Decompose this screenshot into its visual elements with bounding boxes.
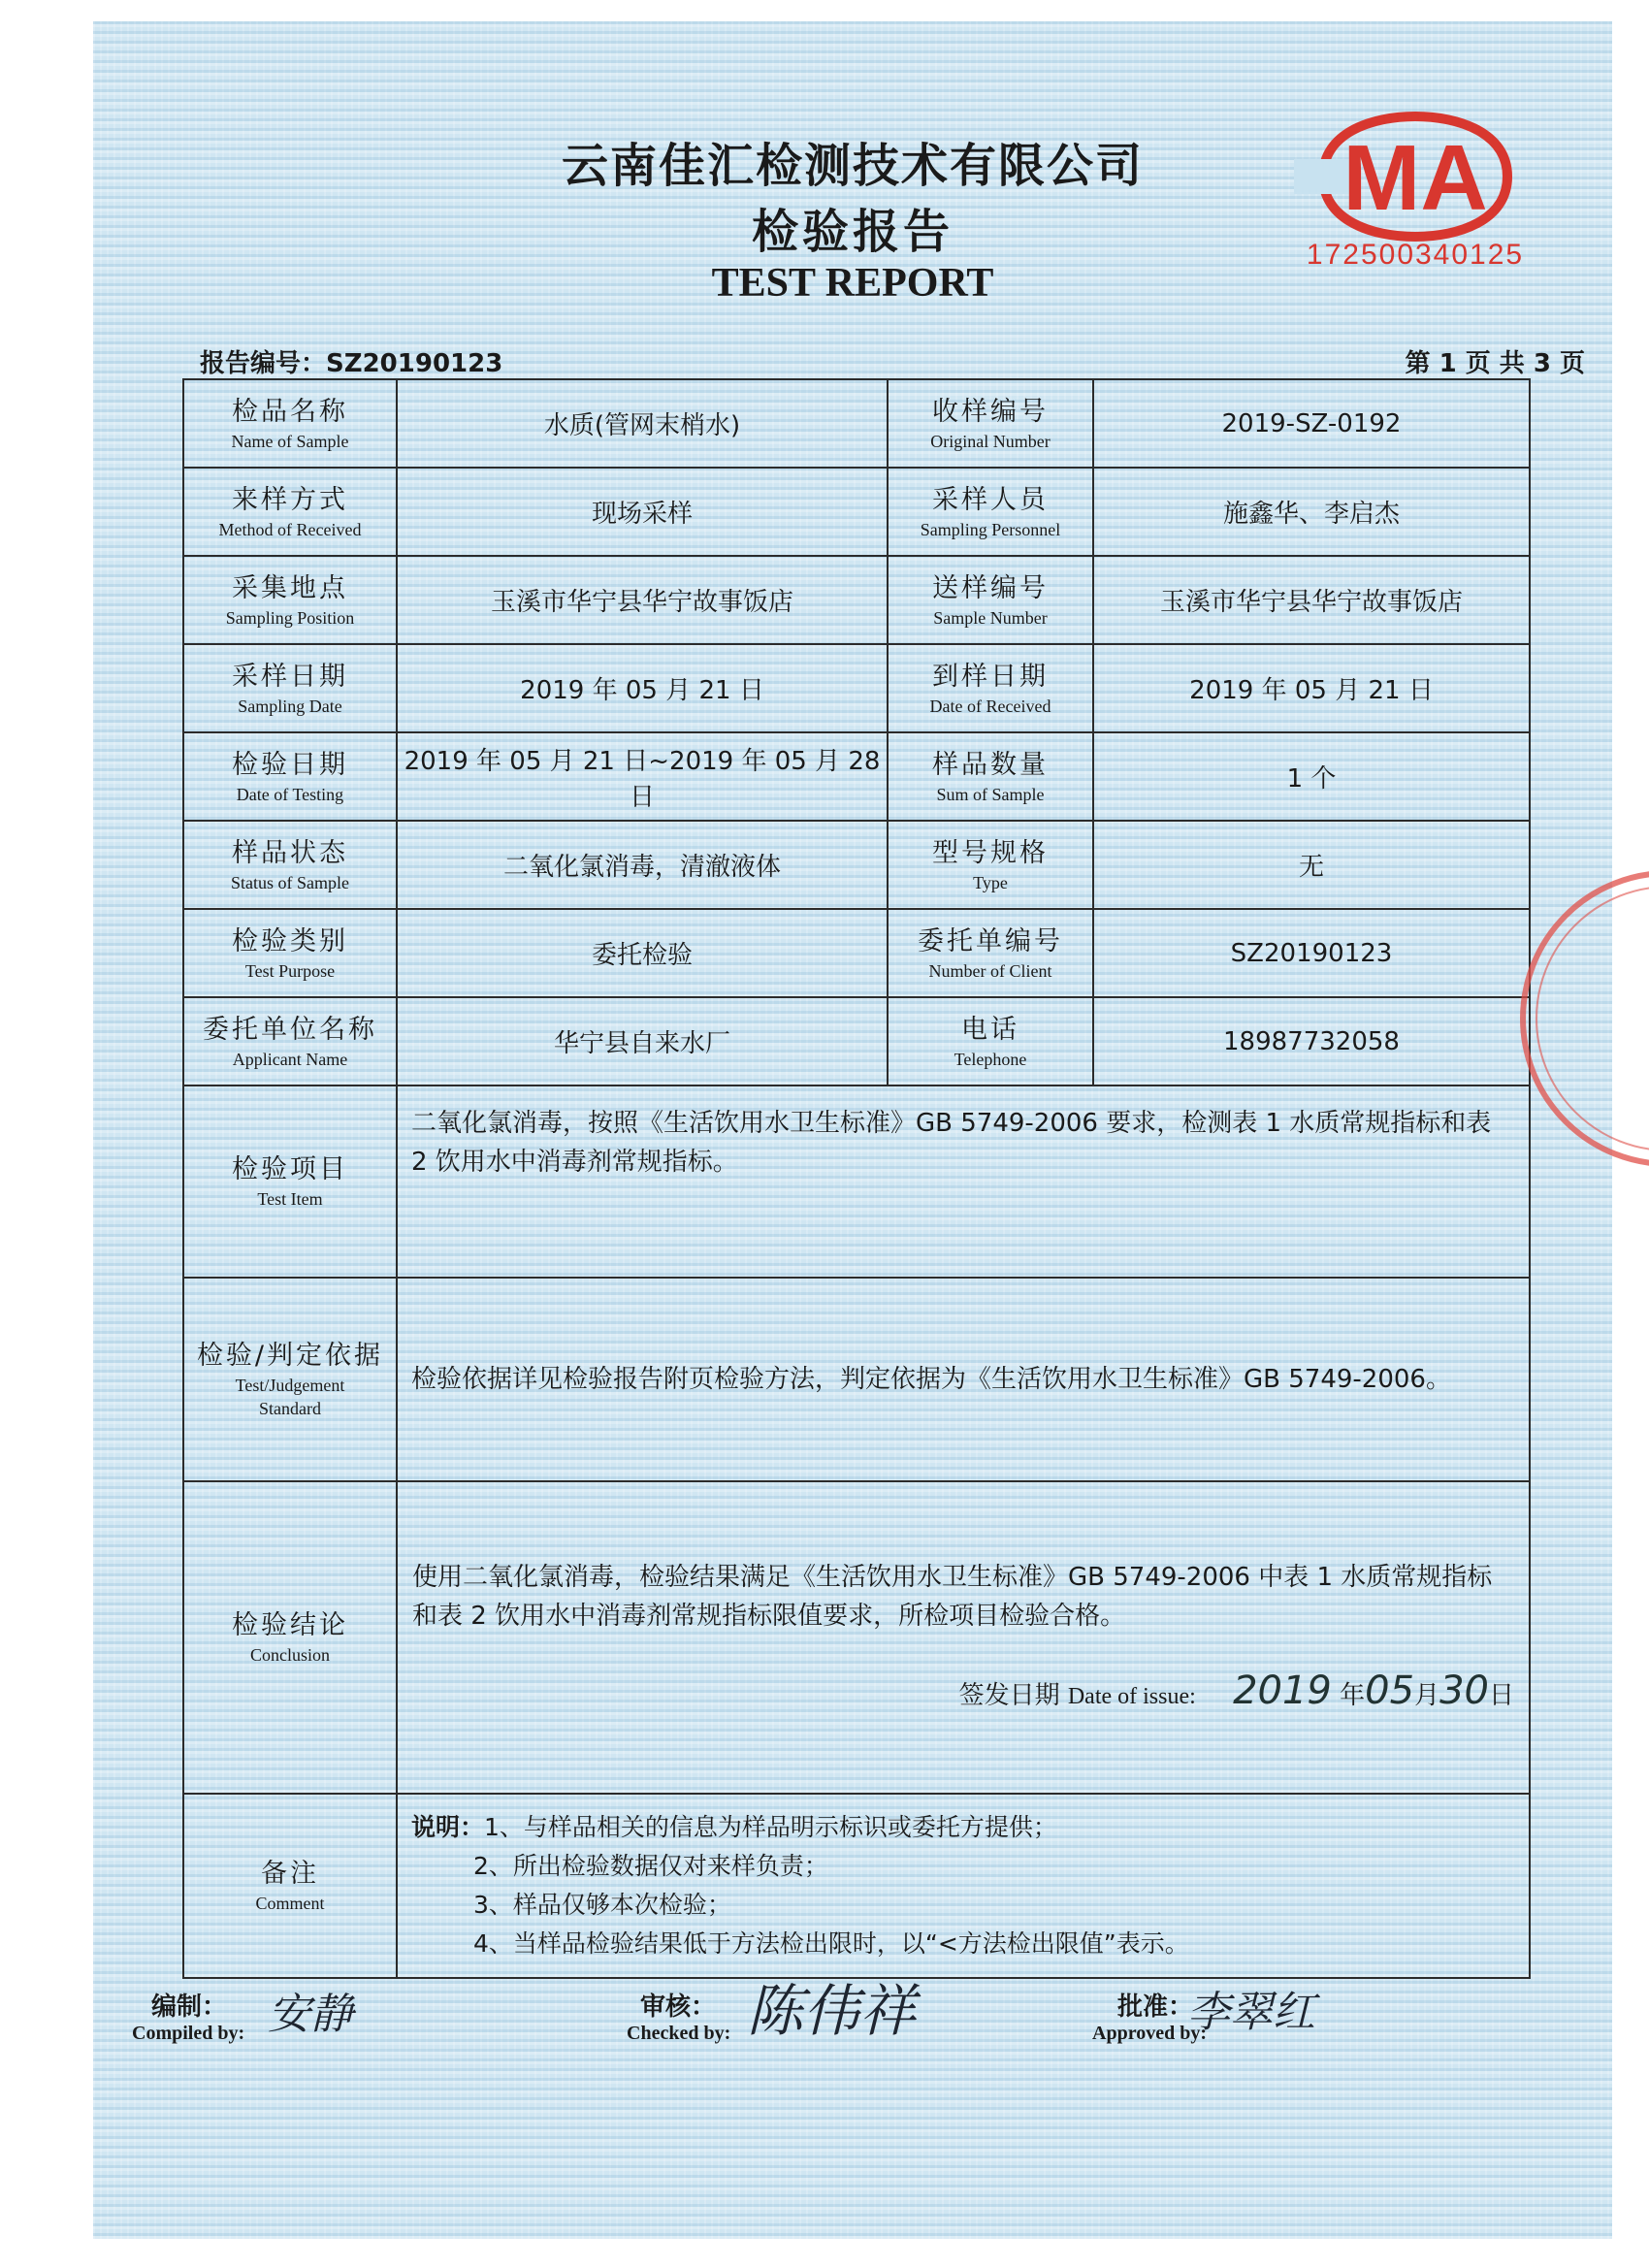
comment-item: 1、与样品相关的信息为样品明示标识或委托方提供； [484, 1813, 1057, 1841]
field-value: 玉溪市华宁县华宁故事饭店 [1093, 556, 1530, 644]
report-number [200, 343, 502, 379]
cma-mark-icon [1294, 109, 1536, 244]
issue-month: 05 [1365, 1669, 1415, 1713]
field-label-en: Status of Sample [231, 872, 349, 892]
field-label [183, 909, 397, 997]
field-label-en: Type [973, 872, 1008, 892]
field-value: 华宁县自来水厂 [397, 997, 888, 1085]
report-number-value: SZ20190123 [326, 349, 503, 378]
field-value: 施鑫华、李启杰 [1093, 468, 1530, 556]
field-label-cn: 检验日期 [232, 749, 348, 780]
checked-by-label-cn: 审核： [640, 1993, 717, 2022]
field-value: 现场采样 [397, 468, 888, 556]
checked-by-label-en: Checked by: [627, 2023, 731, 2044]
field-value: 二氧化氯消毒，清澈液体 [397, 821, 888, 909]
field-value: 水质(管网末梢水) [397, 379, 888, 468]
test-item-label: 检验项目 Test Item [183, 1085, 397, 1278]
field-label-en: Date of Received [929, 696, 1051, 716]
conclusion-row [183, 1481, 1530, 1794]
field-label-en: Sum of Sample [936, 784, 1045, 804]
company-seal-icon [1474, 854, 1649, 1183]
field-label [183, 468, 397, 556]
field-label-cn: 型号规格 [932, 837, 1049, 868]
field-label-en: Original Number [930, 431, 1051, 451]
field-label [888, 556, 1093, 644]
compiled-by-label-cn: 编制： [151, 1993, 228, 2022]
field-value: 18987732058 [1093, 997, 1530, 1085]
field-label-cn: 采样人员 [932, 484, 1049, 515]
conclusion-text: 使用二氧化氯消毒，检验结果满足《生活饮用水卫生标准》GB 5749-2006 中表 1 水质常规指标和表 2 饮用水中消毒剂常规指标限值要求，所检项目检验合格。 [412, 1563, 1493, 1631]
page-info: 第 1 页 共 3 页 [1405, 349, 1585, 378]
info-row [183, 997, 1530, 1085]
compiled-signature: 安静 [268, 1990, 353, 2039]
issue-year: 2019 [1233, 1669, 1332, 1713]
field-label [888, 468, 1093, 556]
field-label-cn: 采集地点 [232, 572, 348, 603]
field-label-cn: 检品名称 [232, 396, 348, 427]
standard-row [183, 1278, 1530, 1481]
approved-by-label-en: Approved by: [1092, 2023, 1207, 2044]
field-label-en: Method of Received [218, 519, 362, 539]
field-value: SZ20190123 [1093, 909, 1530, 997]
field-value: 无 [1093, 821, 1530, 909]
field-label-en: Test Purpose [244, 960, 336, 981]
field-label [888, 997, 1093, 1085]
info-row [183, 821, 1530, 909]
conclusion-label: 检验结论 Conclusion [183, 1481, 397, 1794]
issue-day-suffix: 日 [1488, 1681, 1514, 1710]
standard-text: 检验依据详见检验报告附页检验方法，判定依据为《生活饮用水卫生标准》GB 5749-2006。 [397, 1278, 1530, 1481]
test-item-text: 二氧化氯消毒，按照《生活饮用水卫生标准》GB 5749-2006 要求，检测表 1 水质常规指标和表 2 饮用水中消毒剂常规指标。 [397, 1085, 1530, 1278]
approved-by-label-cn: 批准： [1117, 1993, 1194, 2022]
comment-item: 2、所出检验数据仅对来样负责； [473, 1852, 828, 1880]
approved-by [1092, 1987, 1315, 2045]
report-table [182, 378, 1531, 1979]
field-label-en: Date of Testing [236, 784, 344, 804]
issue-day: 30 [1439, 1669, 1489, 1713]
field-label [888, 909, 1093, 997]
field-label [183, 821, 397, 909]
info-row [183, 909, 1530, 997]
compiled-by-label-en: Compiled by: [132, 2023, 245, 2044]
comment-head: 说明： [411, 1813, 485, 1841]
comment-notes [397, 1794, 1530, 1978]
cma-cert-number: 172500340125 [1306, 239, 1525, 271]
field-label-cn: 委托单编号 [918, 925, 1063, 956]
field-label [183, 732, 397, 821]
field-label-cn: 检验类别 [232, 925, 348, 956]
field-label-cn: 样品数量 [932, 749, 1049, 780]
test-item-row [183, 1085, 1530, 1278]
issue-date-label-cn: 签发日期 [958, 1681, 1060, 1710]
field-label-en: Sampling Position [225, 607, 355, 628]
info-row [183, 732, 1530, 821]
field-value: 2019 年 05 月 21 日 [1093, 644, 1530, 732]
field-value: 2019-SZ-0192 [1093, 379, 1530, 468]
report-sheet [93, 21, 1612, 2239]
svg-text:MA: MA [1342, 126, 1488, 230]
field-label-en: Sampling Personnel [920, 519, 1061, 539]
approved-signature: 李翠红 [1187, 1988, 1315, 2037]
field-label [888, 644, 1093, 732]
company-name: 云南佳汇检测技术有限公司 [561, 139, 1144, 193]
checked-signature: 陈伟祥 [747, 1978, 917, 2044]
info-row [183, 556, 1530, 644]
issue-month-suffix: 月 [1414, 1681, 1440, 1710]
field-label-en: Name of Sample [231, 431, 349, 451]
field-label-cn: 样品状态 [232, 837, 348, 868]
issue-date-label-en: Date of issue: [1067, 1684, 1196, 1709]
field-label-cn: 电话 [961, 1014, 1019, 1045]
field-label [888, 732, 1093, 821]
conclusion-cell [397, 1481, 1530, 1794]
compiled-by [132, 1987, 353, 2045]
field-label [183, 556, 397, 644]
field-label-en: Applicant Name [232, 1049, 348, 1069]
checked-by [627, 1978, 917, 2045]
field-label [183, 997, 397, 1085]
field-label-cn: 委托单位名称 [203, 1014, 377, 1045]
field-label [888, 379, 1093, 468]
comment-label: 备注 Comment [183, 1794, 397, 1978]
field-value: 1 个 [1093, 732, 1530, 821]
field-label-cn: 来样方式 [232, 484, 348, 515]
issue-date [399, 1669, 1528, 1713]
field-value: 2019 年 05 月 21 日~2019 年 05 月 28 日 [397, 732, 888, 821]
field-label-cn: 到样日期 [932, 661, 1049, 692]
field-label-en: Number of Client [928, 960, 1052, 981]
field-value: 玉溪市华宁县华宁故事饭店 [397, 556, 888, 644]
field-label-en: Sampling Date [238, 696, 342, 716]
field-label [183, 379, 397, 468]
field-label [183, 644, 397, 732]
info-row [183, 468, 1530, 556]
issue-year-suffix: 年 [1340, 1681, 1366, 1710]
info-row [183, 379, 1530, 468]
comment-item: 4、当样品检验结果低于方法检出限时，以“<方法检出限值”表示。 [473, 1929, 1189, 1958]
report-title-en: TEST REPORT [711, 261, 994, 306]
field-value: 委托检验 [397, 909, 888, 997]
field-value: 2019 年 05 月 21 日 [397, 644, 888, 732]
report-number-label: 报告编号： [200, 349, 327, 378]
field-label-cn: 收样编号 [932, 396, 1049, 427]
comment-item: 3、样品仅够本次检验； [473, 1891, 731, 1919]
field-label [888, 821, 1093, 909]
standard-label: 检验/判定依据 Test/Judgement Standard [183, 1278, 397, 1481]
field-label-cn: 送样编号 [932, 572, 1049, 603]
info-row [183, 644, 1530, 732]
field-label-en: Sample Number [933, 607, 1048, 628]
field-label-en: Telephone [954, 1049, 1027, 1069]
field-label-cn: 采样日期 [232, 661, 348, 692]
comment-row [183, 1794, 1530, 1978]
report-title-cn: 检验报告 [751, 205, 954, 259]
